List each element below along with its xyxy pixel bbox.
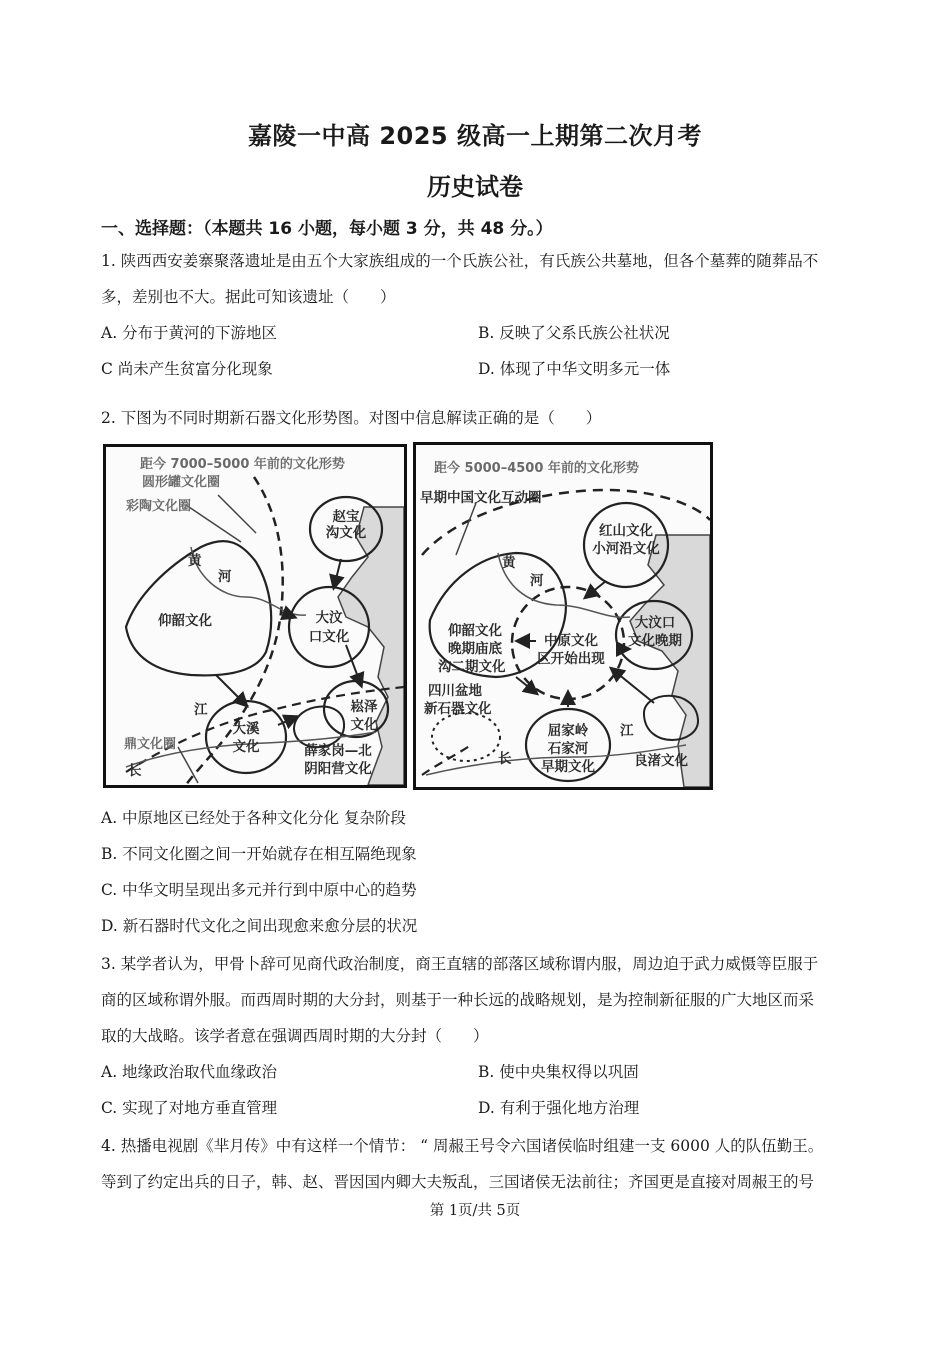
map1-dawenkou-1: 大汶 <box>315 610 343 626</box>
q4-stem-line2: 等到了约定出兵的日子，韩、赵、晋因国内卿大夫叛乱，三国诸侯无法前往；齐国更是直接对周赧王的号 <box>101 1173 815 1191</box>
page-footer: 第 1页/共 5页 <box>429 1203 521 1219</box>
map-7000-5000 <box>103 444 407 788</box>
map2-qujialing-2: 石家河 <box>547 741 589 757</box>
map2-zhongyuan-1: 中原文化 <box>544 633 598 649</box>
q2-option-d: D. 新石器时代文化之间出现愈来愈分层的状况 <box>101 917 418 935</box>
map1-songze-1: 崧泽 <box>350 699 378 715</box>
map2-yangshao-2: 晚期庙底 <box>448 641 502 657</box>
q3-stem-line2: 商的区域称谓外服。而西周时期的大分封，则基于一种长远的战略规划，是为控制新征服的广大地区而采 <box>101 991 815 1009</box>
map2-qujialing-3: 早期文化 <box>541 759 595 775</box>
q2-option-a: A. 中原地区已经处于各种文化分化 复杂阶段 <box>101 809 406 827</box>
map1-zhaobaogou-1: 赵宝 <box>332 509 360 525</box>
exam-subtitle: 历史试卷 <box>427 173 523 201</box>
map1-zhaobaogou-2: 沟文化 <box>325 525 367 541</box>
map1-daxi-1: 大溪 <box>232 721 260 737</box>
map1-jiang: 江 <box>194 702 208 718</box>
q3-option-c: C. 实现了对地方垂直管理 <box>101 1099 278 1117</box>
map2-jiang: 江 <box>620 723 634 739</box>
map1-huang: 黄 <box>188 553 202 569</box>
map2-sichuan-2: 新石器文化 <box>424 701 492 717</box>
map1-xuejia-2: 阴阳营文化 <box>304 761 372 777</box>
q2-option-c: C. 中华文明呈现出多元并行到中原中心的趋势 <box>101 881 417 899</box>
map2-hongshan-2: 小河沿文化 <box>592 541 660 557</box>
map-5000-4500 <box>413 442 713 790</box>
map1-caitao: 彩陶文化圈 <box>126 499 192 514</box>
q1-stem-line1: 1. 陕西西安姜寨聚落遗址是由五个大家族组成的一个氏族公社，有氏族公共墓地，但各个墓葬的随葬品不 <box>101 252 819 270</box>
q3-option-b: B. 使中央集权得以巩固 <box>478 1063 639 1081</box>
map1-circle-label: 圆形罐文化圈 <box>142 475 221 490</box>
q1-option-b: B. 反映了父系氏族公社状况 <box>478 324 670 342</box>
map1-chang: 长 <box>128 763 142 779</box>
q2-option-b: B. 不同文化圈之间一开始就存在相互隔绝现象 <box>101 845 417 863</box>
q3-stem-line1: 3. 某学者认为，甲骨卜辞可见商代政治制度，商王直辖的部落区域称谓内服，周边迫于武力威慑等臣服于 <box>101 955 819 973</box>
map2-he: 河 <box>530 573 544 589</box>
map2-qujialing-1: 屈家岭 <box>547 723 589 739</box>
map2-dawenkou-1: 大汶口 <box>634 615 676 631</box>
q2-stem: 2. 下图为不同时期新石器文化形势图。对图中信息解读正确的是（ ） <box>101 409 602 427</box>
map1-caption: 距今 7000–5000 年前的文化形势 <box>140 457 345 472</box>
map1-songze-2: 文化 <box>350 717 378 733</box>
map2-chang: 长 <box>498 751 512 767</box>
map2-liangzhu: 良渚文化 <box>634 753 688 769</box>
map2-yangshao-3: 沟二期文化 <box>438 659 506 675</box>
map1-daxi-2: 文化 <box>232 739 260 755</box>
q4-stem-line1: 4. 热播电视剧《芈月传》中有这样一个情节： “ 周赧王号令六国诸侯临时组建一支 6000 人的队伍勤王。 <box>101 1137 824 1155</box>
q3-option-a: A. 地缘政治取代血缘政治 <box>101 1063 278 1081</box>
section-heading: 一、选择题：（本题共 16 小题，每小题 3 分，共 48 分。） <box>101 219 553 239</box>
map2-dawenkou-2: 文化晚期 <box>628 633 682 649</box>
map2-sichuan-1: 四川盆地 <box>428 683 482 699</box>
map1-xuejia-1: 薛家岗—北 <box>304 743 372 759</box>
exam-title: 嘉陵一中高 2025 级高一上期第二次月考 <box>247 122 702 150</box>
map2-caption: 距今 5000–4500 年前的文化形势 <box>434 461 639 476</box>
map1-ding: 鼎文化圈 <box>124 737 177 752</box>
map1-he: 河 <box>218 569 232 585</box>
map1-dawenkou-2: 口文化 <box>308 629 350 645</box>
q1-stem-line2: 多，差别也不大。据此可知该遗址（ ） <box>101 288 396 306</box>
q3-stem-line3: 取的大战略。该学者意在强调西周时期的大分封（ ） <box>101 1027 489 1045</box>
map2-hongshan-1: 红山文化 <box>599 523 653 539</box>
q3-option-d: D. 有利于强化地方治理 <box>478 1099 640 1117</box>
map2-huang: 黄 <box>502 555 516 571</box>
q1-option-c: C 尚未产生贫富分化现象 <box>101 360 273 378</box>
map2-yangshao-1: 仰韶文化 <box>448 623 502 639</box>
q1-option-d: D. 体现了中华文明多元一体 <box>478 360 671 378</box>
map1-yangshao: 仰韶文化 <box>158 613 212 629</box>
map2-sphere: 早期中国文化互动圈 <box>420 490 542 506</box>
map2-zhongyuan-2: 区开始出现 <box>537 651 605 667</box>
q1-option-a: A. 分布于黄河的下游地区 <box>101 324 278 342</box>
